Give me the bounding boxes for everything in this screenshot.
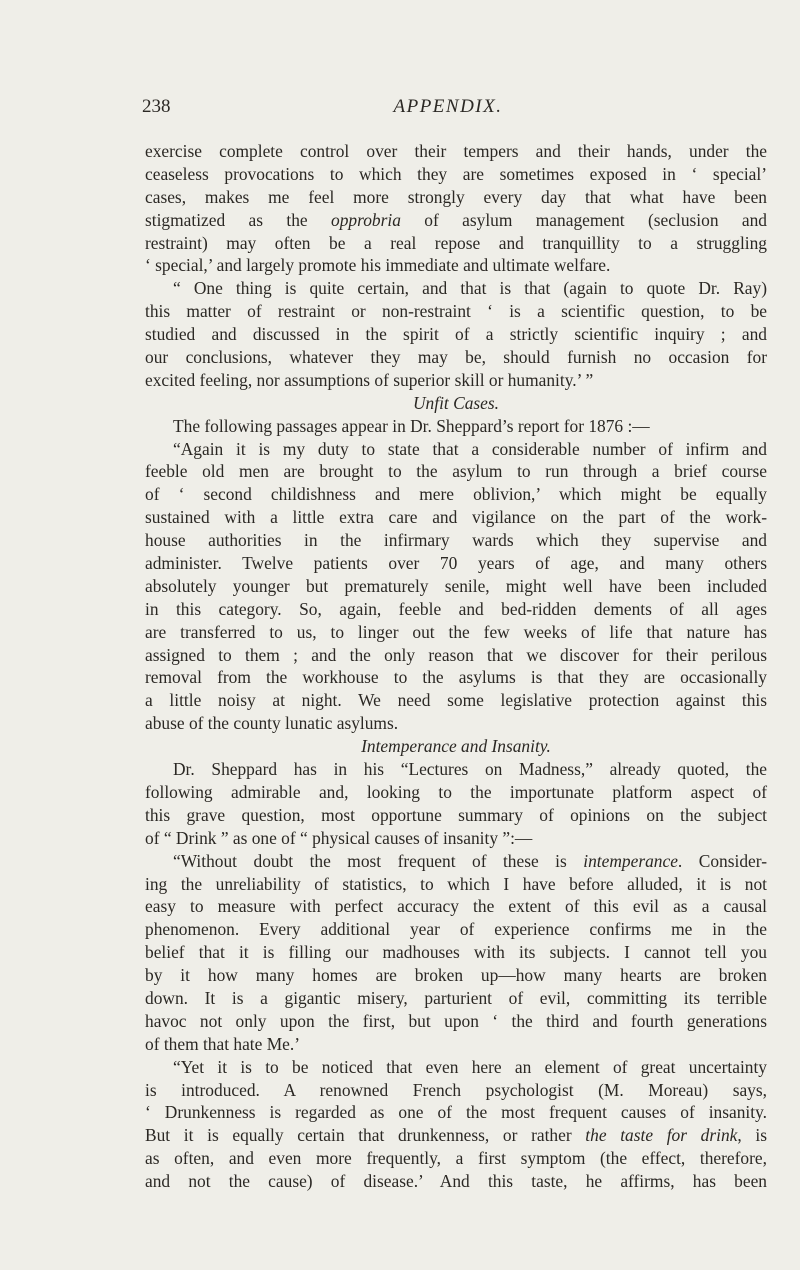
section-heading: Intemperance and Insanity. (361, 736, 551, 757)
text-line: absolutely younger but prematurely senile, might well have been included (145, 575, 767, 596)
text-line: is introduced. A renowned French psychologist (M. Moreau) says, (145, 1079, 767, 1100)
text-line: administer. Twelve patients over 70 years of age, and many others (145, 553, 767, 574)
text-line: “Again it is my duty to state that a considerable number of infirm and (173, 438, 767, 459)
text-line: studied and discussed in the spirit of a strictly scientific inquiry ; and (145, 324, 767, 345)
text-line: a little noisy at night. We need some legislative protection against this (145, 690, 767, 711)
text-line: “ One thing is quite certain, and that is that (again to quote Dr. Ray) (173, 278, 767, 299)
text-line: in this category. So, again, feeble and bed-ridden dements of all ages (145, 598, 767, 619)
text-line: removal from the workhouse to the asylums is that they are occasionally (145, 667, 767, 688)
text-line: cases, makes me feel more strongly every day that what have been (145, 186, 767, 207)
text-line: ‘ special,’ and largely promote his immediate and ultimate welfare. (145, 255, 611, 276)
text-line: are transferred to us, to linger out the few weeks of life that nature has (145, 621, 767, 642)
section-heading: Unfit Cases. (413, 392, 499, 413)
text-line: this grave question, most opportune summary of opinions on the subject (145, 804, 767, 825)
text-line: easy to measure with perfect accuracy the extent of this evil as a causal (145, 896, 767, 917)
text-line: of them that hate Me.’ (145, 1033, 301, 1054)
body-text (145, 140, 767, 1193)
text-line: ceaseless provocations to which they are sometimes exposed in ‘ special’ (145, 163, 767, 184)
text-line: ‘ Drunkenness is regarded as one of the most frequent causes of insanity. (145, 1102, 767, 1123)
page-header (142, 96, 754, 122)
text-line: this matter of restraint or non-restraint ‘ is a scientific question, to be (145, 301, 767, 322)
text-line: sustained with a little extra care and vigilance on the part of the work- (145, 507, 767, 528)
text-line: feeble old men are brought to the asylum to run through a brief course (145, 461, 767, 482)
text-line: as often, and even more frequently, a first symptom (the effect, therefore, (145, 1148, 767, 1169)
page-number: 238 (142, 96, 171, 117)
text-line: our conclusions, whatever they may be, should furnish no occasion for (145, 347, 767, 368)
text-line: The following passages appear in Dr. Sheppard’s report for 1876 :— (173, 415, 650, 436)
text-line: stigmatized as the opprobria of asylum management (seclusion and (145, 209, 767, 230)
text-line: Dr. Sheppard has in his “Lectures on Madness,” already quoted, the (173, 759, 767, 780)
text-line: excited feeling, nor assumptions of superior skill or humanity.’ ” (145, 369, 594, 390)
running-head: APPENDIX. (393, 96, 503, 117)
text-line: of ‘ second childishness and mere oblivion,’ which might be equally (145, 484, 767, 505)
text-line: down. It is a gigantic misery, parturient of evil, committing its terrible (145, 987, 767, 1008)
text-line: phenomenon. Every additional year of experience confirms me in the (145, 919, 767, 940)
text-line: of “ Drink ” as one of “ physical causes of insanity ”:— (145, 827, 533, 848)
text-line: restraint) may often be a real repose and tranquillity to a struggling (145, 232, 767, 253)
text-line: following admirable and, looking to the importunate platform aspect of (145, 781, 767, 802)
text-line: by it how many homes are broken up—how many hearts are broken (145, 965, 767, 986)
text-line: “Without doubt the most frequent of these is intemperance. Consider- (173, 850, 767, 871)
text-line: “Yet it is to be noticed that even here an element of great uncertainty (173, 1056, 767, 1077)
text-line: But it is equally certain that drunkenness, or rather the taste for drink, is (145, 1125, 768, 1146)
text-line: assigned to them ; and the only reason that we discover for their perilous (145, 644, 767, 665)
text-line: and not the cause) of disease.’ And this taste, he affirms, has been (145, 1171, 767, 1192)
text-line: abuse of the county lunatic asylums. (145, 713, 399, 734)
text-line: exercise complete control over their tempers and their hands, under the (145, 141, 767, 161)
text-line: belief that it is filling our madhouses with its subjects. I cannot tell you (145, 942, 767, 963)
text-line: havoc not only upon the first, but upon ‘ the third and fourth generations (145, 1010, 767, 1031)
text-line: ing the unreliability of statistics, to which I have before alluded, it is not (145, 873, 767, 894)
text-line: house authorities in the infirmary wards which they supervise and (145, 530, 767, 551)
